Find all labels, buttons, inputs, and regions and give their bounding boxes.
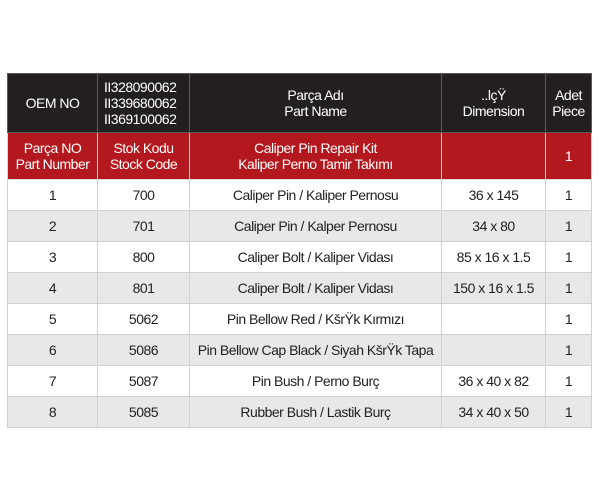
table-row — [8, 273, 592, 304]
row-stock-code: 5087 — [98, 366, 190, 397]
row-stock-code: 5062 — [98, 304, 190, 335]
row-part-name: Pin Bush / Perno Burç — [190, 366, 442, 397]
row-part-name: Rubber Bush / Lastik Burç — [190, 397, 442, 428]
kit-dimension — [442, 133, 546, 180]
oem-code: II369100062 — [104, 111, 177, 127]
table-row — [8, 397, 592, 428]
kit-part-number-en: Part Number — [15, 156, 90, 172]
row-part-name: Caliper Bolt / Kaliper Vidası — [190, 242, 442, 273]
header-dimension-tr: ..lçŸ — [481, 87, 506, 103]
row-part-number: 5 — [8, 304, 98, 335]
kit-part-number-label — [8, 133, 98, 180]
table-row — [8, 304, 592, 335]
header-oem-codes — [98, 74, 190, 133]
oem-code: II328090062 — [104, 79, 177, 95]
header-piece — [546, 74, 592, 133]
row-qty: 1 — [546, 335, 592, 366]
row-part-number: 6 — [8, 335, 98, 366]
header-oem-no: OEM NO — [8, 74, 98, 133]
row-part-number: 1 — [8, 180, 98, 211]
row-part-number: 2 — [8, 211, 98, 242]
row-dimension: 85 x 16 x 1.5 — [442, 242, 546, 273]
row-part-number: 8 — [8, 397, 98, 428]
row-part-name: Caliper Bolt / Kaliper Vidası — [190, 273, 442, 304]
row-part-name: Pin Bellow Red / KšrŸk Kırmızı — [190, 304, 442, 335]
row-part-name: Caliper Pin / Kaliper Pernosu — [190, 180, 442, 211]
parts-table — [7, 73, 592, 428]
header-dimension — [442, 74, 546, 133]
row-dimension — [442, 335, 546, 366]
row-qty: 1 — [546, 304, 592, 335]
row-dimension: 150 x 16 x 1.5 — [442, 273, 546, 304]
kit-name-en: Caliper Pin Repair Kit — [254, 140, 377, 156]
row-part-name: Caliper Pin / Kalper Pernosu — [190, 211, 442, 242]
kit-part-number-tr: Parça NO — [23, 140, 82, 156]
kit-row — [8, 133, 592, 180]
row-qty: 1 — [546, 397, 592, 428]
oem-code: II339680062 — [104, 95, 177, 111]
table-row — [8, 335, 592, 366]
header-dimension-en: Dimension — [462, 103, 525, 119]
row-dimension: 36 x 145 — [442, 180, 546, 211]
row-dimension: 34 x 80 — [442, 211, 546, 242]
row-dimension: 36 x 40 x 82 — [442, 366, 546, 397]
header-part-name-tr: Parça Adı — [287, 87, 344, 103]
header-part-name-en: Part Name — [284, 103, 347, 119]
kit-name — [190, 133, 442, 180]
kit-name-tr: Kaliper Perno Tamir Takımı — [238, 156, 393, 172]
table-header-row — [8, 74, 592, 133]
row-part-name: Pin Bellow Cap Black / Siyah KšrŸk Tapa — [190, 335, 442, 366]
row-qty: 1 — [546, 366, 592, 397]
row-qty: 1 — [546, 273, 592, 304]
kit-qty: 1 — [546, 133, 592, 180]
row-stock-code: 701 — [98, 211, 190, 242]
table-row — [8, 211, 592, 242]
row-qty: 1 — [546, 180, 592, 211]
row-part-number: 3 — [8, 242, 98, 273]
header-piece-en: Piece — [552, 103, 585, 119]
table-row — [8, 180, 592, 211]
row-dimension — [442, 304, 546, 335]
row-stock-code: 700 — [98, 180, 190, 211]
header-part-name — [190, 74, 442, 133]
row-dimension: 34 x 40 x 50 — [442, 397, 546, 428]
header-piece-tr: Adet — [555, 87, 582, 103]
table-row — [8, 366, 592, 397]
row-stock-code: 801 — [98, 273, 190, 304]
kit-stock-code-tr: Stok Kodu — [113, 140, 174, 156]
row-stock-code: 5086 — [98, 335, 190, 366]
row-qty: 1 — [546, 211, 592, 242]
table-row — [8, 242, 592, 273]
row-part-number: 7 — [8, 366, 98, 397]
row-qty: 1 — [546, 242, 592, 273]
row-part-number: 4 — [8, 273, 98, 304]
row-stock-code: 800 — [98, 242, 190, 273]
row-stock-code: 5085 — [98, 397, 190, 428]
kit-stock-code-label — [98, 133, 190, 180]
kit-stock-code-en: Stock Code — [109, 156, 178, 172]
